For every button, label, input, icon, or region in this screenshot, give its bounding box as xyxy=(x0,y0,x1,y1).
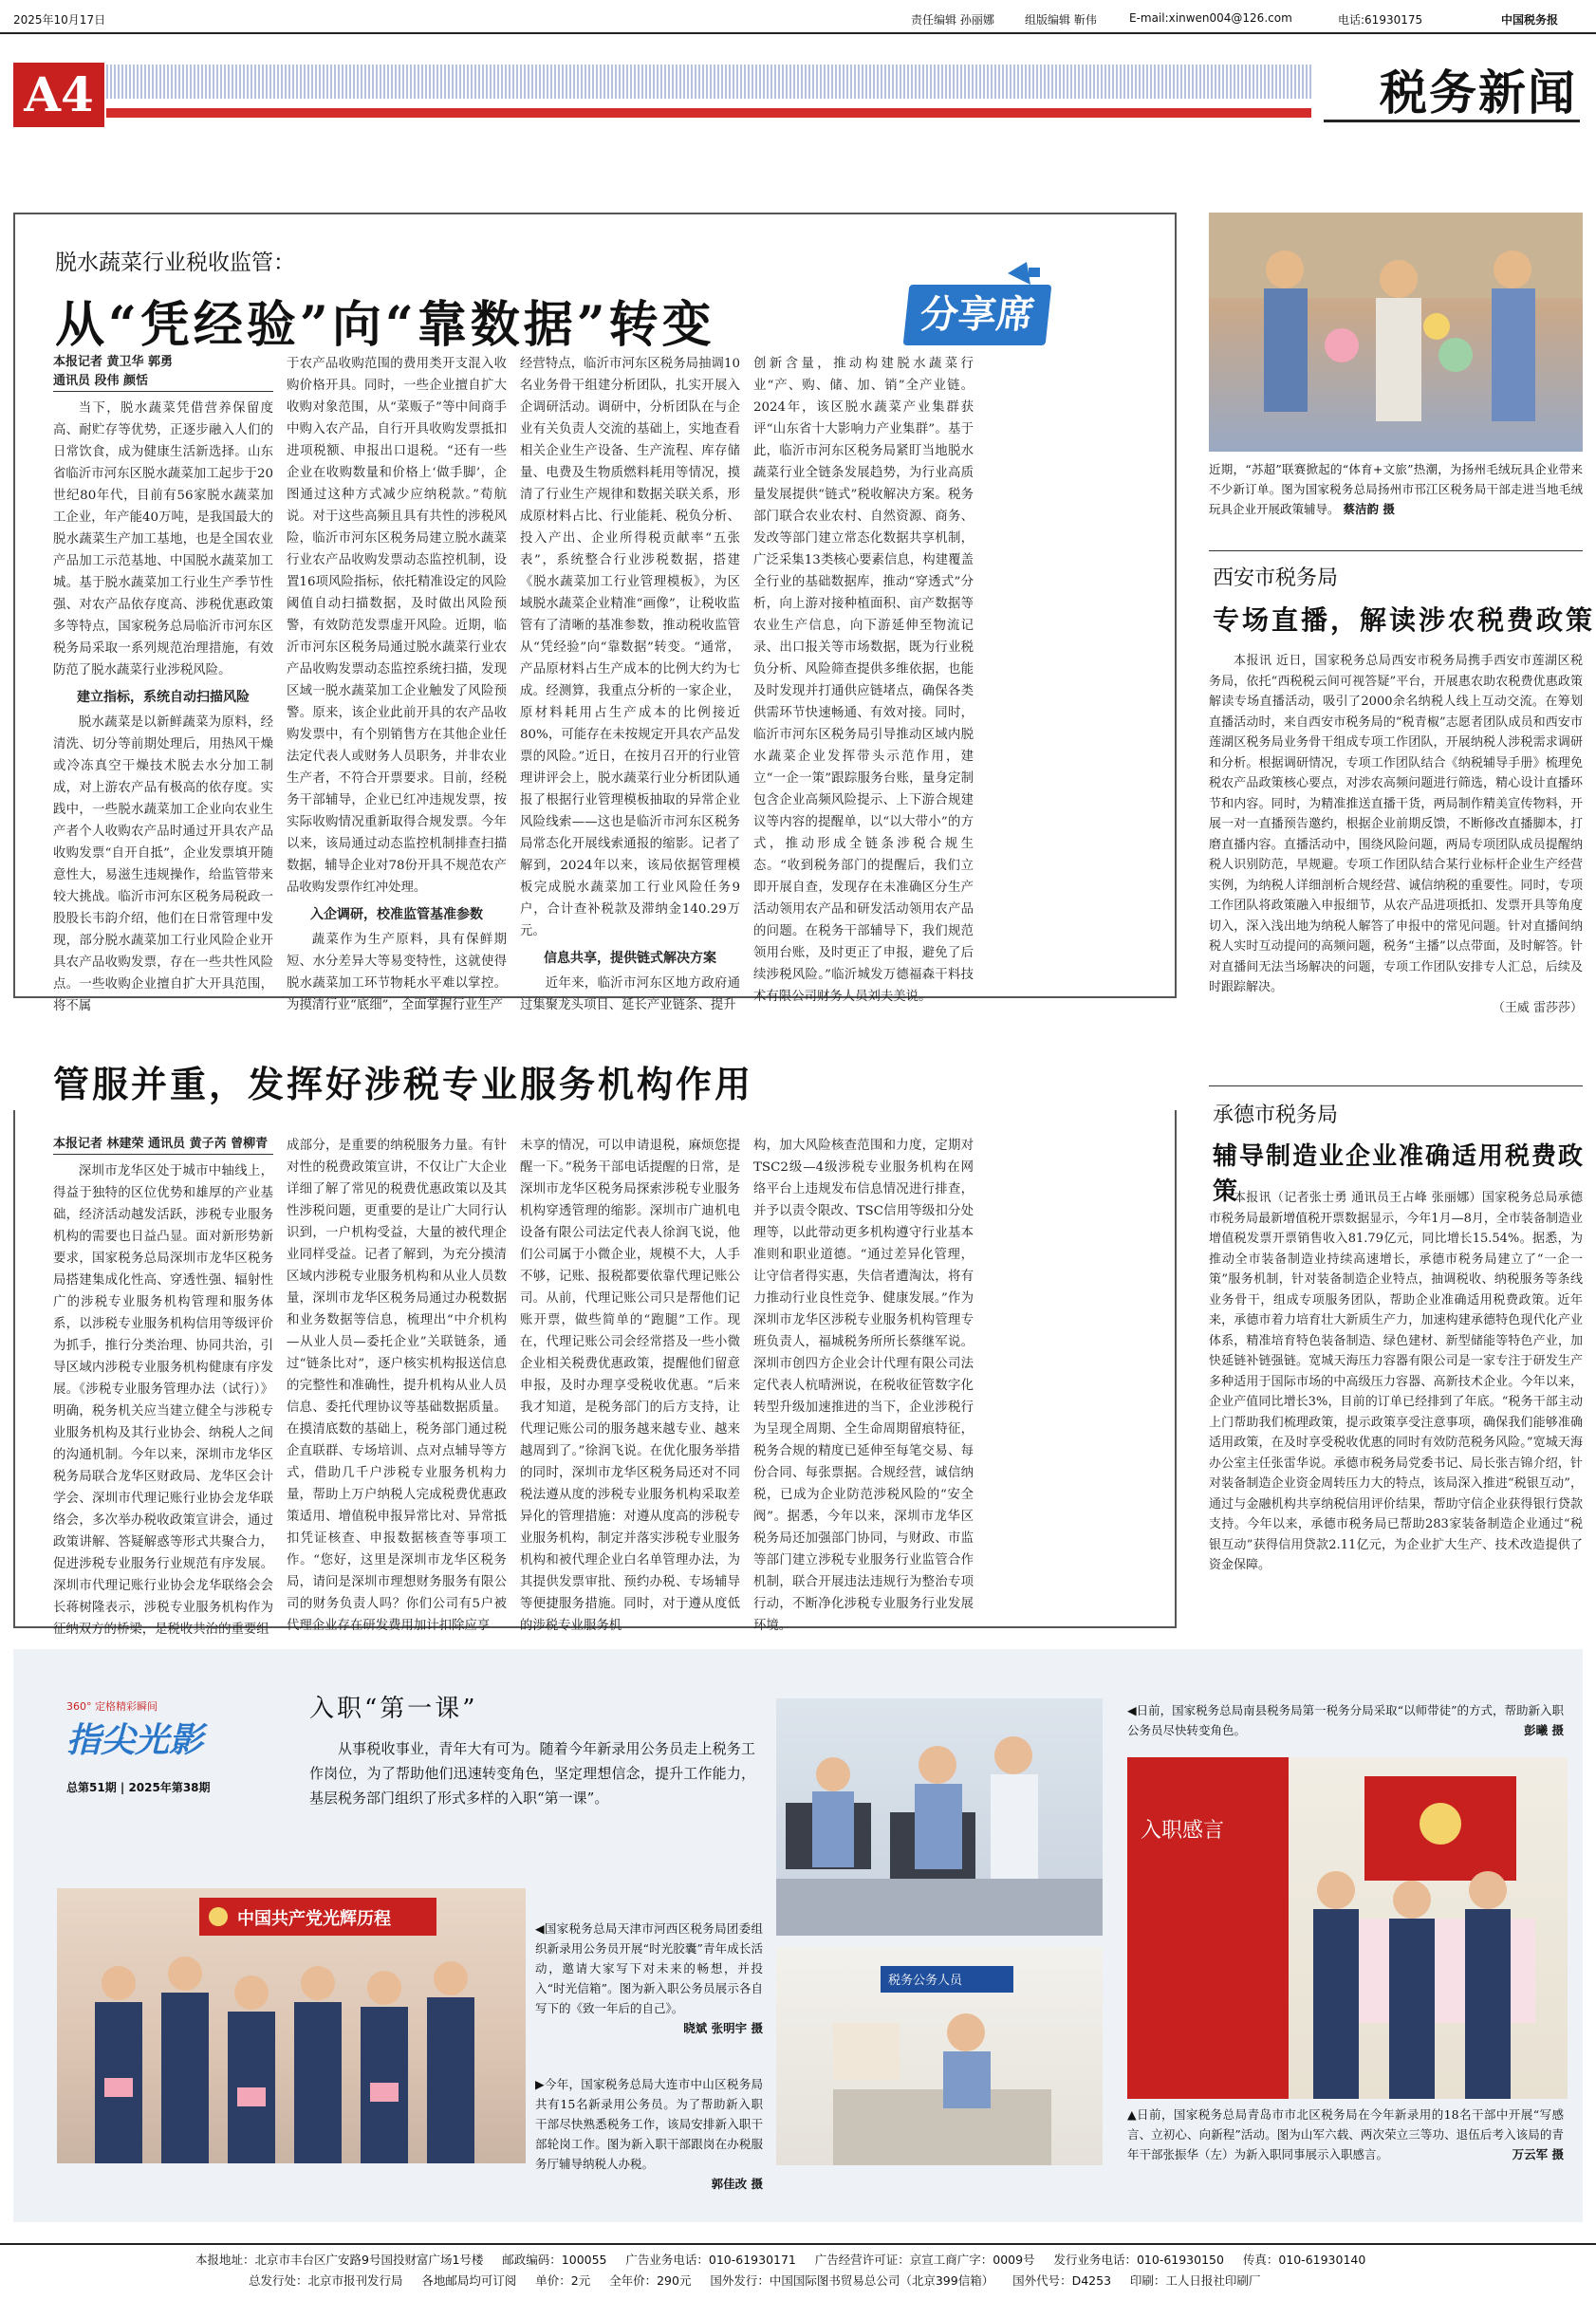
feature-intro: 从事税收事业，青年大有可为。随着今年新录用公务员走上税务工作岗位，为了帮助他们迅速转变角色，坚定理想信念，提升工作能力，基层税务部门组织了形式多样的入职“第一课”。 xyxy=(309,1740,755,1807)
article1-byline-1: 本报记者 黄卫华 郭勇 xyxy=(53,355,174,369)
brand-tagline: 360° 定格精彩瞬间 xyxy=(66,1700,158,1713)
article2-paragraph: 成部分，是重要的纳税服务力量。有针对性的税费政策宣讲，不仅让广大企业详细了解了常见的税费优惠政策以及其性涉税问题，更重要的是让广大同行认识到，一户机构受益，大量的被代理企业同样受益。记者了解到，为充分摸清区域内涉税专业服务机构和从业人员数量，深圳市龙华区税务局通过办税数据和业务数据等信息，梳理出“中介机构—从业人员—委托企业”关联链条，通过“链条比对”，逐户核实机构报送信息的完整性和准确性，提升机构从业人员信息、委托代理协议等基础数据质量。在摸清底数的基础上，税务部门通过税企直联群、专场培训、点对点辅导等方式，借助几千户涉税专业服务机构力量，帮助上万户纳税人完成税费优惠政策适用、增值税申报异常比对、异常抵扣凭证核查、申报数据核查等事项工作。“您好，这里是深圳市龙华区税务局，请问是深圳市理想财务服务有限公司的财务负责人吗？你们公司有5户被代理企业存在研发费用加计扣除应享 xyxy=(287,1139,507,1633)
footer-dist-phone: 发行业务电话：010-61930150 xyxy=(1053,2253,1224,2267)
nanxian-credit: 彭曦 摄 xyxy=(1524,1723,1564,1737)
article1-paragraph: 脱水蔬菜是以新鲜蔬菜为原料，经清洗、切分等前期处理后，用热风干燥或冷冻真空干燥技术脱去水分加工制成，对上游农产品有极高的依存度。实践中，一些脱水蔬菜加工企业向农业生产者个人收购农产品时通过开具农产品收购发票“自开自抵”，企业发票填开随意性大，易滋生违规操作，给监管带来较大挑战。临沂市河东区税务局税政一股股长韦韵介绍，他们在日常管理中发现，部分脱水蔬菜加工行业风险企业开具农产品收购发票，存在一些共性风险点。一些收购企业擅自扩大开具范围，将不属 xyxy=(53,715,273,1013)
header-red-band xyxy=(106,108,1311,118)
article1-paragraph: 近年来，临沂市河东区地方政府通过集聚龙头项目、延长产业链条、提升 xyxy=(520,976,740,1012)
right-divider-2 xyxy=(1209,1085,1583,1086)
card-text: 入职感言 xyxy=(1141,1819,1225,1843)
plush-toy-photo xyxy=(1209,213,1583,452)
contact-email: E-mail:xinwen004@126.com xyxy=(1129,11,1292,25)
article1-paragraph: 蔬菜作为生产原料，具有保鲜期短、水分差异大等易变特性，这就使得脱水蔬菜加工环节物耗水平难以掌控。为摸清行业“底细”，全面掌握行业生产 xyxy=(287,933,507,1012)
tianjin-caption xyxy=(535,1919,763,2038)
article1-subhead-1: 建立指标，系统自动扫描风险 xyxy=(77,690,250,705)
dalian-caption-text: ▶今年，国家税务总局大连市中山区税务局共有15名新录用公务员。为了帮助新入职干部尽快熟悉税务工作，该局安排新入职干部轮岗工作。图为新入职干部跟岗在办税服务厅辅导纳税人办税。 xyxy=(535,2077,763,2171)
footer-rule xyxy=(0,2243,1596,2245)
hall-sign-text: 税务公务人员 xyxy=(888,1974,963,1988)
article1-kicker: 脱水蔬菜行业税收监管： xyxy=(55,250,295,275)
tianjin-people xyxy=(57,1888,526,2163)
right-divider-1 xyxy=(1209,550,1583,551)
article1-paragraph: 当下，脱水蔬菜凭借营养保留度高、耐贮存等优势，正逐步融入人们的日常饮食，成为健康生活新选择。山东省临沂市河东区脱水蔬菜加工起步于20世纪80年代，目前有56家脱水蔬菜加工企业，年产能40万吨，是我国最大的脱水蔬菜生产加工基地，也是全国农业产品加工示范基地、中国脱水蔬菜加工城。基于脱水蔬菜加工行业生产季节性强、对农产品依存度高、涉税优惠政策多等特点，国家税务总局临沂市河东区税务局采取一系列规范治理措施，有效防范了脱水蔬菜行业涉税风险。 xyxy=(53,401,273,677)
duty-editor: 责任编辑 孙丽娜 xyxy=(911,13,994,27)
chengde-body xyxy=(1209,1188,1583,1628)
office-mentoring-photo xyxy=(776,1698,1103,1936)
qingdao-caption-text: ▲日前，国家税务总局青岛市市北区税务局在今年新录用的18名干部中开展“写感言、立初心、向新程”活动。图为山军六载、两次荣立三等功、退伍后考入该局的青年干部张振华（左）为新入职同事展示入职感言。 xyxy=(1127,2107,1564,2161)
plush-photo-caption-text: 近期，“苏超”联赛掀起的“体育+文旅”热潮，为扬州毛绒玩具企业带来不少新订单。图为国家税务总局扬州市邗江区税务局干部走进当地毛绒玩具企业开展政策辅导。 xyxy=(1209,462,1583,516)
chengde-org: 承德市税务局 xyxy=(1213,1104,1339,1127)
article1-paragraph: 经营特点，临沂市河东区税务局抽调10名业务骨干组建分析团队，扎实开展入企调研活动。调研中，分析团队在与企业有关负责人交流的基础上，实地查看相关企业生产设备、生产流程、库存储量、电费及生物质燃料耗用等情况，摸清了行业生产规律和数据关联关系，形成原材料占比、行业能耗、税负分析、投入产出、企业所得税贡献率“五张表”，系统整合行业涉税数据，搭建《脱水蔬菜加工行业管理模板》，为区域脱水蔬菜企业精准“画像”，让税收监管有了清晰的基准参数，推动税收监管从“凭经验”向“靠数据”转变。“通常，产品原材料占生产成本的比例大约为七成。经测算，我重点分析的一家企业，原材料耗用占生产成本的比例接近80%，可能存在未按规定开具农产品发票的风险。”近日，在按月召开的行业管理讲评会上，脱水蔬菜行业分析团队通报了根据行业管理模板抽取的异常企业风险线索——这也是临沂市河东区税务局常态化开展线索通报的缩影。记者了解到，2024年以来，该局依据管理模板完成脱水蔬菜加工行业风险任务9户，合计查补税款及滞纳金140.29万元。 xyxy=(520,357,740,938)
article2-paragraph: 深圳市龙华区处于城市中轴线上，得益于独特的区位优势和雄厚的产业基础，经济活动越发活跃，涉税专业服务机构的需要也日益凸显。面对新形势新要求，国家税务总局深圳市龙华区税务局搭建集成化性高、穿透性强、辐射性广的涉税专业服务机构管理和服务体系，以涉税专业服务机构信用等级评价为抓手，推行分类治理、协同共治，引导区域内涉税专业服务机构健康有序发展。《涉税专业服务管理办法（试行）》明确，税务机关应当建立健全与涉税专业服务机构及其行业协会、纳税人之间的沟通机制。今年以来，深圳市龙华区税务局联合龙华区财政局、龙华区会计学会、深圳市代理记账行业协会龙华联络会，多次举办税收政策宣讲会，通过政策讲解、答疑解惑等形式共聚合力，促进涉税专业服务行业规范有序发展。深圳市代理记账行业协会龙华联络会会长蒋树隆表示，涉税专业服务机构作为征纳双方的桥梁，是税收共治的重要组 xyxy=(53,1164,273,1637)
article1-column-3 xyxy=(520,353,740,1012)
dalian-credit: 郭佳改 摄 xyxy=(711,2177,763,2191)
qingdao-credit: 万云军 摄 xyxy=(1512,2147,1564,2161)
article2-column-2 xyxy=(287,1135,507,1633)
office-illustration xyxy=(776,1698,1103,1936)
page-number: A4 xyxy=(13,63,104,127)
party-wall-text: 中国共产党光辉历程 xyxy=(237,1909,391,1929)
article2-column-1 xyxy=(53,1135,273,1637)
paper-name: 中国税务报 xyxy=(1501,13,1559,27)
article1-headline: 从“凭经验”向“靠数据”转变 xyxy=(55,296,715,354)
tianjin-credit: 晓斌 张明宇 摄 xyxy=(683,2021,763,2035)
feature-title: 入职“第一课” xyxy=(309,1695,478,1723)
chengde-headline: 辅导制造业企业准确适用税费政策 xyxy=(1213,1142,1586,1206)
xian-paragraph: 本报讯 近日，国家税务总局西安市税务局携手西安市莲湖区税务局，依托“西税税云间可视答疑”平台，开展惠农助农税费优惠政策解读专场直播活动，吸引了2000余名纳税人线上互动交流。在筹划直播活动时，来自西安市税务局的“税青椒”志愿者团队成员和西安市莲湖区税务局业务骨干组成专项工作团队，开展纳税人涉税需求调研和分析。根据调研情况，专项工作团队结合《纳税辅导手册》梳理免税农产品政策核心要点，对涉农高频问题进行筛选，精心设计直播环节和内容。同时，为精准推送直播干货，两局制作精美宣传物料，开展一对一直播预告邀约，根据企业前期反馈，不断修改直播脚本，打磨直播内容。直播活动中，围绕风险问题，两局专项团队成员提醒纳税人识别防范，早规避。专项工作团队结合某行业标杆企业生产经营实例，为纳税人详细剖析合规经营、诚信纳税的重要性。同时，专项工作团队将政策融入申报细节，从农产品进项抵扣、发票开具等角度切入，深入浅出地为纳税人解答了申报中的常见问题。针对直播间纳税人实时互动提问的高频问题，税务“主播”以点带面，及时解答。针对直播间无法当场解决的问题，专项工作团队安排专人汇总，后续及时跟踪解决。 xyxy=(1209,654,1583,994)
dalian-caption xyxy=(535,2074,763,2194)
article2-paragraph: 构，加大风险核查范围和力度，定期对TSC2级—4级涉税专业服务机构在网络平台上违规发布信息情况进行排查，并予以责令限改、TSC信用等级扣分处理等，以此带动更多机构遵守行业基本准则和职业道德。“通过差异化管理，让守信者得实惠，失信者遭淘汰，将有力推动行业良性竞争、健康发展。”作为深圳市龙华区涉税专业服务机构管理专班负责人，福城税务所所长蔡继军说。深圳市创四方企业会计代理有限公司法定代表人杭晴洲说，在税收征管数字化转型升级加速推进的当下，企业涉税行为呈现全周期、全生命周期留痕特征，税务合规的精度已延伸至每笔交易、每份合同、每张票据。合规经营，诚信纳税，已成为企业防范涉税风险的“安全阀”。据悉，今年以来，深圳市龙华区税务局还加强部门协同，与财政、市监等部门建立涉税专业服务行业监管合作机制，联合开展违法违规行为整治专项行动，不断净化涉税专业服务行业发展环境。 xyxy=(753,1139,974,1633)
share-badge: 分享席 xyxy=(903,285,1052,345)
tianjin-caption-text: ◀国家税务总局天津市河西区税务局团委组织新录用公务员开展“时光胶囊”青年成长活动，邀请大家写下对未来的畅想，并投入“时光信箱”。图为新入职公务员展示各自写下的《致一年后的自己》。 xyxy=(535,1921,763,2015)
footer-foreign-code: 国外代号：D4253 xyxy=(1012,2273,1112,2288)
article1-column-1 xyxy=(53,353,273,1013)
article1-subhead-2: 入企调研，校准监管基准参数 xyxy=(310,907,483,922)
header-rule xyxy=(0,32,1596,34)
xian-headline: 专场直播，解读涉农税费政策 xyxy=(1213,604,1596,636)
brand-name: 指尖光影 xyxy=(66,1720,204,1760)
footer-price: 单价：2元 xyxy=(535,2273,591,2288)
qingdao-caption xyxy=(1127,2105,1564,2164)
article2-column-3 xyxy=(520,1135,740,1633)
footer-line-1 xyxy=(195,2251,1365,2268)
article1-subhead-3: 信息共享，提供链式解决方案 xyxy=(544,951,716,966)
footer-fax: 传真：010-61930140 xyxy=(1242,2253,1366,2267)
footer-printer: 印刷：工人日报社印刷厂 xyxy=(1129,2273,1261,2288)
plush-photo-caption xyxy=(1209,459,1583,519)
article1-byline-2: 通讯员 段伟 颜恬 xyxy=(53,372,273,392)
xian-body xyxy=(1209,651,1583,1080)
article2-headline: 管服并重，发挥好涉税专业服务机构作用 xyxy=(53,1063,754,1105)
article1-paragraph: 于农产品收购范围的费用类开支混入收购价格开具。同时，一些企业擅自扩大收购对象范围，从“菜贩子”等中间商手中购入农产品，自行开具收购发票抵扣进项税额、申报出口退税。“还有一些企业在收购数量和价格上‘做手脚’，企图通过这种方式减少应纳税款。”荀航说。对于这些高频且具有共性的涉税风险，临沂市河东区税务局建立脱水蔬菜行业农产品收购发票动态监控机制，设置16项风险指标，依托精准设定的风险阈值自动扫描数据，及时做出风险预警，有效防范发票虚开风险。近期，临沂市河东区税务局通过脱水蔬菜行业农产品收购发票动态监控系统扫描，发现区域一脱水蔬菜加工企业触发了风险预警。原来，该企业此前开具的农产品收购发票中，有个别销售方在其他企业任法定代表人或财务人员职务，并非农业生产者，不符合开票要求。目前，经税务干部辅导，企业已红冲违规发票，按实际收购情况重新取得合规发票。今年以来，该局通过动态监控机制排查扫描数据，辅导企业对78份开具不规范农产品收购发票作红冲处理。 xyxy=(287,357,507,895)
article1-column-2 xyxy=(287,353,507,1012)
footer-annual-price: 全年价：290元 xyxy=(609,2273,692,2288)
footer-distributor: 总发行处：北京市报刊发行局 xyxy=(249,2273,403,2288)
article2-column-4 xyxy=(753,1135,974,1633)
tianjin-group-photo xyxy=(57,1888,526,2163)
header-pattern-band xyxy=(106,65,1311,99)
footer-line-2 xyxy=(249,2272,1260,2289)
section-title: 税务新闻 xyxy=(1380,65,1577,121)
article2-paragraph: 未享的情况，可以申请退税，麻烦您提醒一下。”税务干部电话提醒的日常，是深圳市龙华区税务局探索涉税专业服务机构穿透管理的缩影。深圳市广迪机电设备有限公司法定代表人徐润飞说，他们公司属于小微企业，规模不大，人手不够，记账、报税都要依靠代理记账公司。从前，代理记账公司只是帮他们记账开票，做些简单的“跑腿”工作。现在，代理记账公司会经常搭及一些小微企业相关税费优惠政策，提醒他们留意申报，及时办理享受税收优惠。“后来我才知道，是税务部门的后方支持，让代理记账公司的服务越来越专业、越来越周到了。”徐润飞说。在优化服务举措的同时，深圳市龙华区税务局还对不同税法遵从度的涉税专业服务机构采取差异化的管理措施：对遵从度高的涉税专业服务机构，制定并落实涉税专业服务机构和被代理企业白名单管理办法，为其提供发票审批、预约办税、专场辅导等便捷服务措施。同时，对于遵从度低的涉税专业服务机 xyxy=(520,1139,740,1633)
tax-hall-photo xyxy=(776,1947,1103,2165)
footer-address: 本报地址：北京市丰台区广安路9号国投财富广场1号楼 xyxy=(195,2253,484,2267)
qingdao-photo xyxy=(1127,1757,1568,2099)
qingdao-illustration xyxy=(1127,1757,1568,2099)
footer-ad-phone: 广告业务电话：010-61930171 xyxy=(625,2253,796,2267)
brand-issue: 总第51期 | 2025年第38期 xyxy=(66,1781,211,1794)
nanxian-caption xyxy=(1127,1700,1564,1740)
nanxian-caption-text: ◀日前，国家税务总局南县税务局第一税务分局采取“以师带徒”的方式，帮助新入职公务员尽快转变角色。 xyxy=(1127,1703,1564,1737)
group-editor: 组版编辑 靳伟 xyxy=(1025,13,1097,27)
xian-org: 西安市税务局 xyxy=(1213,566,1339,590)
article2-byline: 本报记者 林建荣 通讯员 黄子芮 曾柳青 xyxy=(53,1135,273,1155)
xian-credit: （王威 雷莎莎） xyxy=(1492,1000,1583,1015)
megaphone-icon xyxy=(1006,256,1044,288)
footer-subscribe: 各地邮局均可订阅 xyxy=(421,2273,517,2288)
chengde-paragraph: 本报讯（记者张士勇 通讯员王占峰 张丽娜）国家税务总局承德市税务局最新增值税开票数据显示，今年1月—8月，全市装备制造业增值税发票开票销售收入81.79亿元，同比增长15.54%。据悉，为推动全市装备制造业持续高速增长，承德市税务局建立了“一企一策”服务机制，针对装备制造企业特点，抽调税收、纳税服务等条线业务骨干，组成专项服务团队，帮助企业准确适用税费政策。近年来，承德市着力培育壮大新质生产力，加速构建承德特色现代化产业体系，精准培育特色装备制造、绿色建材、新型储能等特色产业，加快延链补链强链。宽城天海压力容器有限公司是一家专注于研发生产多种适用于国际市场的中高级压力容器、高新技术企业。今年以来，企业产值同比增长3%，目前的订单已经排到了年底。“税务干部主动上门帮助我们梳理政策，提示政策享受注意事项，确保我们能够准确适用政策，在及时享受税收优惠的同时有效防范税务风险。”宽城天海办公室主任张雷华说。承德市税务局党委书记、局长张吉锦介绍，针对装备制造企业资金周转压力大的特点，该局深入推进“税银互动”，通过与金融机构共享纳税信用评价结果，帮助守信企业获得银行贷款支持。今年以来，承德市税务局已帮助283家装备制造企业通过“税银互动”获得信用贷款2.11亿元，为企业扩大生产、技术改造提供了资金保障。 xyxy=(1209,1191,1583,1572)
footer-foreign-dist: 国外发行：中国国际图书贸易总公司（北京399信箱） xyxy=(710,2273,994,2288)
article1-column-4 xyxy=(753,353,974,1004)
footer-ad-license: 广告经营许可证：京宣工商广字：0009号 xyxy=(814,2253,1035,2267)
article1-paragraph: 创新含量，推动构建脱水蔬菜行业“产、购、储、加、销”全产业链。2024年，该区脱水蔬菜产业集群获评“山东省十大影响力产业集群”。基于此，临沂市河东区税务局紧盯当地脱水蔬菜行业全链条发展趋势，为行业高质量发展提供“链式”税收解决方案。税务部门联合农业农村、自然资源、商务、发改等部门建立常态化数据共享机制，广泛采集13类核心要素信息，构建覆盖全行业的基础数据库，推动“穿透式”分析，向上游对接种植面积、亩产数据等农业生产信息，向下游延伸至物流记录、出口报关等市场数据，既为行业税负分析、风险筛查提供多维依据，也能及时发现并打通供应链堵点，确保各类供需环节快速畅通、有效对接。同时，临沂市河东区税务局引导推动区域内脱水蔬菜企业发挥带头示范作用，建立“一企一策”跟踪服务台账，量身定制包含企业高频风险提示、上下游合规建议等内容的提醒单，以“以大带小”的方式，推动形成全链条涉税合规生态。“收到税务部门的提醒后，我们立即开展自查，发现存在未准确区分生产活动领用农产品和研发活动领用农产品的问题。在税务干部辅导下，我们规范领用台账，及时更正了申报，避免了后续涉税风险。”临沂城发万德福森干料技术有限公司财务人员刘夫美说。 xyxy=(753,357,974,1004)
section-rule xyxy=(1324,120,1580,122)
photo-people-illustration xyxy=(1209,213,1583,452)
brand-logo xyxy=(66,1698,218,1812)
contact-phone: 电话:61930175 xyxy=(1338,13,1423,27)
issue-date: 2025年10月17日 xyxy=(13,13,106,27)
plush-photo-credit: 蔡洁韵 摄 xyxy=(1343,502,1395,516)
footer-postcode: 邮政编码：100055 xyxy=(502,2253,607,2267)
